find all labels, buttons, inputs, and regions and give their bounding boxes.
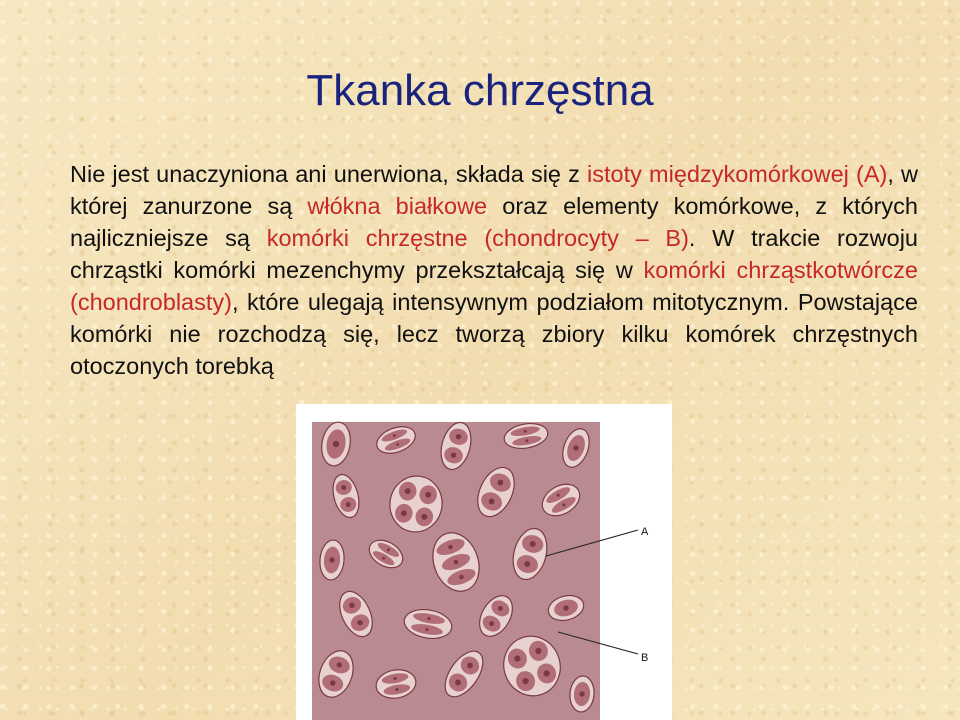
paragraph-text: oraz elementy komórkowe, z których najliczniejsze są bbox=[70, 193, 918, 251]
paragraph-text: , które ulegają intensywnym podziałom mitotycznym. Powstające komórki nie rozchodzą się, lecz tworzą zbiory kilku komórek chrzęstnych otoczonych torebką bbox=[70, 289, 918, 379]
paragraph-text: , w której zanurzone są bbox=[70, 161, 918, 219]
highlighted-term: komórki chrząstkotwórcze (chondroblasty) bbox=[70, 257, 918, 315]
paragraph-text: Nie jest unaczyniona ani unerwiona, składa się z bbox=[70, 161, 588, 187]
cartilage-micrograph-figure bbox=[296, 404, 672, 720]
body-paragraph bbox=[70, 158, 918, 382]
highlighted-term: włókna białkowe bbox=[307, 193, 488, 219]
cartilage-micrograph bbox=[296, 404, 672, 720]
figure-label-b: B bbox=[641, 652, 649, 664]
highlighted-term: istoty międzykomórkowej (A) bbox=[587, 161, 888, 187]
highlighted-term: komórki chrzęstne (chondrocyty – B) bbox=[266, 225, 689, 251]
paragraph-text: . W trakcie rozwoju chrząstki komórki mezenchymy przekształcają się w bbox=[70, 225, 918, 283]
slide-title: Tkanka chrzęstna bbox=[306, 66, 654, 115]
figure-label-a: A bbox=[641, 526, 649, 538]
